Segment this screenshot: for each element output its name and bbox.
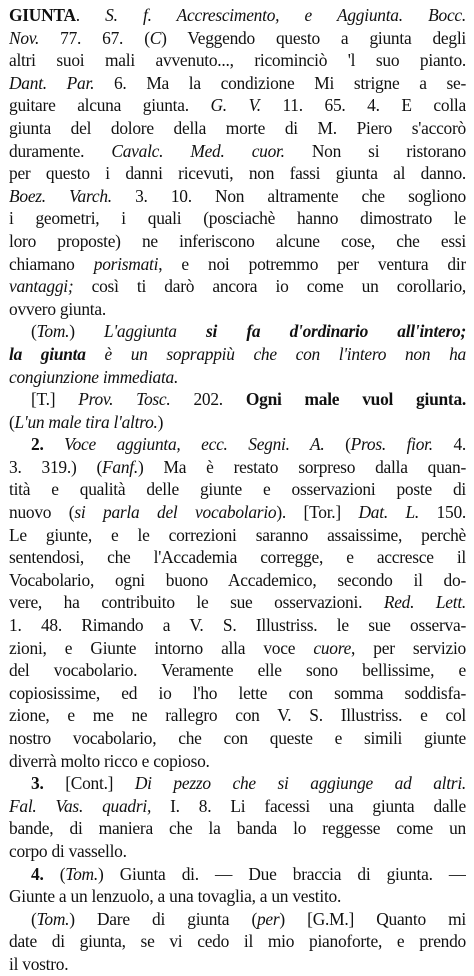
text-line xyxy=(9,162,466,185)
text-run: ) Ma è restato sorpreso dalla quan- xyxy=(137,456,466,477)
text-line xyxy=(9,659,466,682)
text-run: Le giunte, e le correzioni saranno assaissime, perchè xyxy=(9,524,466,545)
text-run: ) xyxy=(69,321,105,342)
text-run: C xyxy=(149,27,162,48)
text-line xyxy=(9,433,466,456)
text-line xyxy=(9,569,466,592)
text-run: guitare alcuna giunta. xyxy=(9,95,211,116)
text-run: 3. 319.) ( xyxy=(9,456,103,477)
text-run: del vocabolario. Veramente elle sono bellissime, e xyxy=(9,660,466,681)
text-line xyxy=(9,298,466,321)
text-line xyxy=(9,94,466,117)
text-run: Vocabolario, ogni buono Accademico, secondo il do- xyxy=(9,569,466,590)
text-run: si parla del vocabolario xyxy=(74,502,277,523)
text-line xyxy=(9,501,466,524)
text-run: 4. xyxy=(31,863,60,884)
text-line xyxy=(9,727,466,750)
text-run: 77. 67. ( xyxy=(39,27,150,48)
text-line xyxy=(9,366,466,389)
text-run: duramente. xyxy=(9,140,112,161)
text-line xyxy=(9,388,466,411)
text-run: Fal. Vas. quadri, xyxy=(9,795,152,816)
text-line xyxy=(9,546,466,569)
text-run: L'aggiunta xyxy=(104,321,177,342)
text-run: GIUNTA xyxy=(9,5,76,25)
text-line xyxy=(9,772,466,795)
text-run: L'un male tira l'altro. xyxy=(14,411,158,432)
text-line xyxy=(9,72,466,95)
text-run: si fa d'ordinario all'intero; xyxy=(176,321,466,342)
text-line xyxy=(9,817,466,840)
text-run: 4. xyxy=(432,434,466,455)
text-line xyxy=(9,253,466,276)
text-run: ovvero giunta. xyxy=(9,298,106,319)
text-line xyxy=(9,682,466,705)
text-run: 3. 10. Non altramente che sogliono xyxy=(111,185,466,206)
text-run: è un soprappiù che con l'intero non ha xyxy=(85,343,466,364)
text-run: loro proposte) ne inferiscono alcune cose, che essi xyxy=(9,230,466,251)
text-run: ( xyxy=(59,863,66,884)
text-run: Tom. xyxy=(36,321,70,342)
text-run: Giunte a un lenzuolo, a una tovaglia, a un vestito. xyxy=(9,886,342,907)
text-run: Non si ristorano xyxy=(284,140,466,161)
text-run: congiunzione immediata. xyxy=(9,366,179,387)
text-run: i geometri, i quali (posciachè hanno dimostrato le xyxy=(9,208,466,229)
text-line xyxy=(9,27,466,50)
text-run: . xyxy=(75,5,106,25)
text-run: G. V. xyxy=(210,95,261,116)
text-run: zione, e me ne rallegro con V. S. Illustriss. e col xyxy=(9,705,466,726)
text-run: per questo i danni ricevuti, non fassi giunta al danno. xyxy=(9,163,466,184)
text-run: ) Giunta di. — Due braccia di giunta. — xyxy=(97,863,466,884)
text-line xyxy=(9,591,466,614)
text-run: [T.] xyxy=(31,389,79,410)
text-run: tità e qualità delle giunte e osservazioni poste di xyxy=(9,479,466,500)
text-run: zioni, e Giunte intorno alla voce xyxy=(9,637,314,658)
text-run: 11. 65. 4. E colla xyxy=(260,95,466,116)
text-line xyxy=(9,704,466,727)
text-line xyxy=(9,863,466,886)
text-run: nostro vocabolario, che con queste e simili giunte xyxy=(9,728,466,748)
text-line xyxy=(9,930,466,953)
text-line xyxy=(9,140,466,163)
text-run: la giunta xyxy=(9,343,86,364)
text-line xyxy=(9,750,466,773)
text-run: , e noi potremmo per ventura dir xyxy=(158,253,466,274)
text-run: Tom. xyxy=(65,863,98,884)
text-line xyxy=(9,795,466,818)
text-run: Di pezzo che si aggiunge ad altri. xyxy=(134,773,466,794)
text-run: 1. 48. Rimando a V. S. Illustriss. le sue osserva- xyxy=(9,615,466,636)
text-run: Pros. fior. xyxy=(350,434,433,455)
text-run: Dant. Par. xyxy=(9,72,95,93)
text-run: Voce aggiunta, ecc. Segni. A. xyxy=(64,434,325,455)
text-line xyxy=(9,185,466,208)
dictionary-entry-giunta xyxy=(9,4,466,976)
text-line xyxy=(9,456,466,479)
text-line xyxy=(9,4,466,27)
text-run: chiamano xyxy=(9,253,94,274)
text-run: Fanf. xyxy=(102,456,138,477)
text-line xyxy=(9,885,466,908)
text-line xyxy=(9,411,466,434)
text-run: ). [Tor.] xyxy=(276,502,359,523)
text-run: 3. xyxy=(31,773,66,794)
text-run: 150. xyxy=(419,502,466,523)
text-run: [Cont.] xyxy=(65,773,135,794)
text-run: Cavalc. Med. cuor. xyxy=(111,140,285,161)
text-run: vantaggi; xyxy=(9,276,74,297)
text-run: Boez. Varch. xyxy=(9,185,112,206)
text-line xyxy=(9,637,466,660)
text-run: date di giunta, se vi cedo il mio pianoforte, e prendo xyxy=(9,931,466,952)
text-run: Red. Lett. xyxy=(383,592,466,613)
text-run: ) Veggendo questo a giunta degli xyxy=(161,27,466,48)
text-run: altri suoi mali avvenuto..., ricominciò 'l suo pianto. xyxy=(9,50,466,71)
text-run: corpo di vassello. xyxy=(9,840,127,861)
text-run: ( xyxy=(31,908,37,929)
text-run: bande, di maniera che la banda lo reggesse come un xyxy=(9,818,466,839)
text-run: Prov. Tosc. xyxy=(78,389,171,410)
text-line xyxy=(9,953,466,976)
text-run: nuovo ( xyxy=(9,502,75,523)
text-run: così ti darò ancora io come un corollario, xyxy=(73,276,466,297)
text-line xyxy=(9,207,466,230)
text-run: porismati xyxy=(93,253,159,274)
text-line xyxy=(9,524,466,547)
text-line xyxy=(9,230,466,253)
text-run: ( xyxy=(31,321,37,342)
text-line xyxy=(9,840,466,863)
text-line xyxy=(9,478,466,501)
text-line xyxy=(9,908,466,931)
text-run: Tom. xyxy=(36,908,70,929)
text-line xyxy=(9,275,466,298)
text-run: giunta del dolore della morte di M. Piero s'accorò xyxy=(9,117,466,138)
text-run: cuore xyxy=(313,637,352,658)
text-run: sentendosi, che l'Accademia corregge, e accresce il xyxy=(9,547,466,568)
text-line xyxy=(9,49,466,72)
text-run: 202. xyxy=(170,389,246,410)
text-run: copiosissime, ed io l'ho lette con somma soddisfa- xyxy=(9,682,466,703)
text-line xyxy=(9,343,466,366)
text-run: S. f. Accrescimento, e Aggiunta. Bocc. xyxy=(105,5,466,25)
text-run: Dat. L. xyxy=(358,502,419,523)
text-run: , per servizio xyxy=(351,637,466,658)
text-line xyxy=(9,320,466,343)
text-run: diverrà molto ricco e copioso. xyxy=(9,750,210,771)
text-run: 6. Ma la condizione Mi strigne a se- xyxy=(94,72,466,93)
text-line xyxy=(9,614,466,637)
text-run: vere, ha contribuito le sue osservazioni. xyxy=(9,592,384,613)
text-run: Nov. xyxy=(9,27,40,48)
text-run: ( xyxy=(324,434,351,455)
text-run: Ogni male vuol giunta. xyxy=(245,389,466,410)
text-run: 2. xyxy=(31,434,65,455)
text-run: ( xyxy=(9,411,15,432)
text-run: ) Dare di giunta ( xyxy=(69,908,257,929)
text-run: ) [G.M.] Quanto mi xyxy=(279,908,466,929)
text-run: il vostro. xyxy=(9,953,69,974)
text-run: ) xyxy=(157,411,164,432)
text-run: per xyxy=(256,908,280,929)
text-line xyxy=(9,117,466,140)
text-run: I. 8. Li facessi una giunta dalle xyxy=(151,795,466,816)
